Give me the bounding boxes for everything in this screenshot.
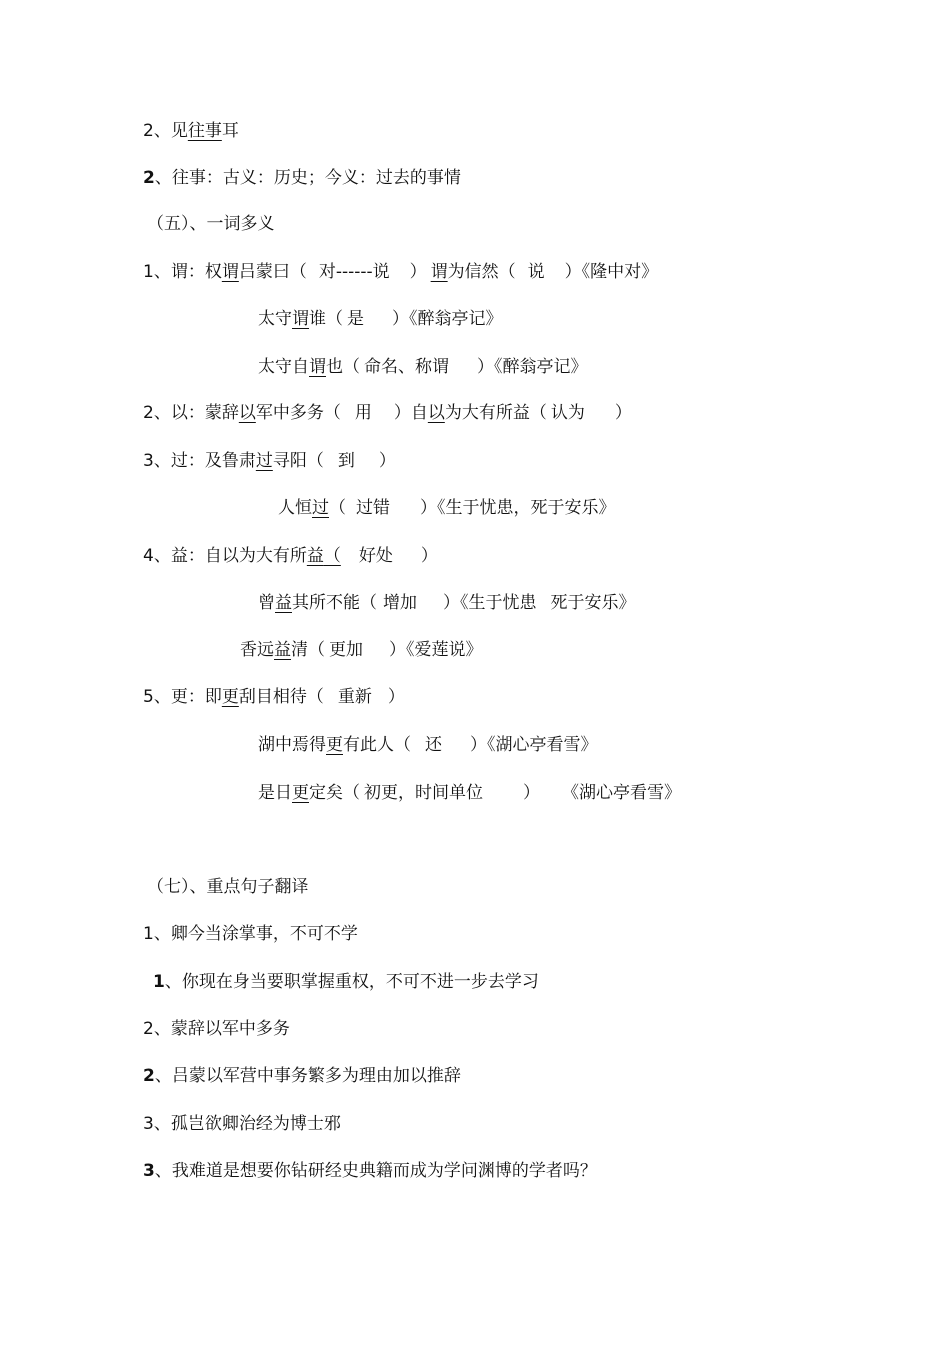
underlined-word: 以 xyxy=(238,403,256,423)
polysemy-yi-benefit-line-1: 4、益：自以为大有所益（ 好处 ） xyxy=(143,546,438,566)
underlined-word: 过 xyxy=(255,451,273,471)
polysemy-yi-benefit-line-2: 曾益其所不能（ 增加 ）《生于忧患 死于安乐》 xyxy=(258,593,636,613)
section-heading-polysemy: （五）、一词多义 xyxy=(147,214,275,234)
underlined-word: 更 xyxy=(221,687,239,707)
translation-source-2: 2、蒙辞以军中多务 xyxy=(143,1019,290,1039)
underlined-word: 谓 xyxy=(309,357,326,377)
translation-answer-1: 1、你现在身当要职掌握重权，不可不进一步去学习 xyxy=(153,972,539,992)
underlined-word: 益 xyxy=(274,640,291,660)
underlined-word: 更 xyxy=(326,735,343,755)
polysemy-yi-line: 2、以：蒙辞以军中多务（ 用 ）自以为大有所益（ 认为 ） xyxy=(143,403,632,423)
polysemy-geng-line-2: 湖中焉得更有此人（ 还 ）《湖心亭看雪》 xyxy=(258,735,598,755)
section-heading-translation: （七）、重点句子翻译 xyxy=(147,877,309,897)
underlined-word: 谓 xyxy=(292,309,309,329)
line-ancient-meaning-answer: 2、往事：古义：历史；今义：过去的事情 xyxy=(143,168,461,188)
translation-source-3: 3、孤岂欲卿治经为博士邪 xyxy=(143,1114,341,1134)
underlined-word: 过 xyxy=(312,498,329,518)
translation-source-1: 1、卿今当涂掌事，不可不学 xyxy=(143,924,358,944)
underlined-word: 谓 xyxy=(430,262,448,282)
underlined-word: 谓 xyxy=(221,262,239,282)
translation-answer-3: 3、我难道是想要你钻研经史典籍而成为学问渊博的学者吗？ xyxy=(143,1161,597,1181)
polysemy-wei-line-1: 1、谓：权谓吕蒙曰（ 对------说 ） 谓为信然（ 说 ）《隆中对》 xyxy=(143,262,659,282)
underlined-word: 往事 xyxy=(187,121,222,141)
polysemy-guo-line-2: 人恒过（ 过错 ）《生于忧患，死于安乐》 xyxy=(278,498,616,518)
polysemy-guo-line-1: 3、过：及鲁肃过寻阳（ 到 ） xyxy=(143,451,396,471)
polysemy-yi-benefit-line-3: 香远益清（ 更加 ）《爱莲说》 xyxy=(240,640,483,660)
line-ancient-meaning-word: 2、见往事耳 xyxy=(143,121,239,141)
polysemy-wei-line-3: 太守自谓也（ 命名、称谓 ）《醉翁亭记》 xyxy=(258,357,588,377)
polysemy-wei-line-2: 太守谓谁（ 是 ）《醉翁亭记》 xyxy=(258,309,503,329)
polysemy-geng-line-1: 5、更：即更刮目相待（ 重新 ） xyxy=(143,687,405,707)
underlined-word: 益 xyxy=(275,593,292,613)
underlined-word: 以 xyxy=(427,403,445,423)
translation-answer-2: 2、吕蒙以军营中事务繁多为理由加以推辞 xyxy=(143,1066,461,1086)
underlined-word: 益 xyxy=(306,546,324,566)
polysemy-geng-line-3: 是日更定矣（ 初更，时间单位 ） 《湖心亭看雪》 xyxy=(258,783,681,803)
underlined-word: 更 xyxy=(292,783,309,803)
